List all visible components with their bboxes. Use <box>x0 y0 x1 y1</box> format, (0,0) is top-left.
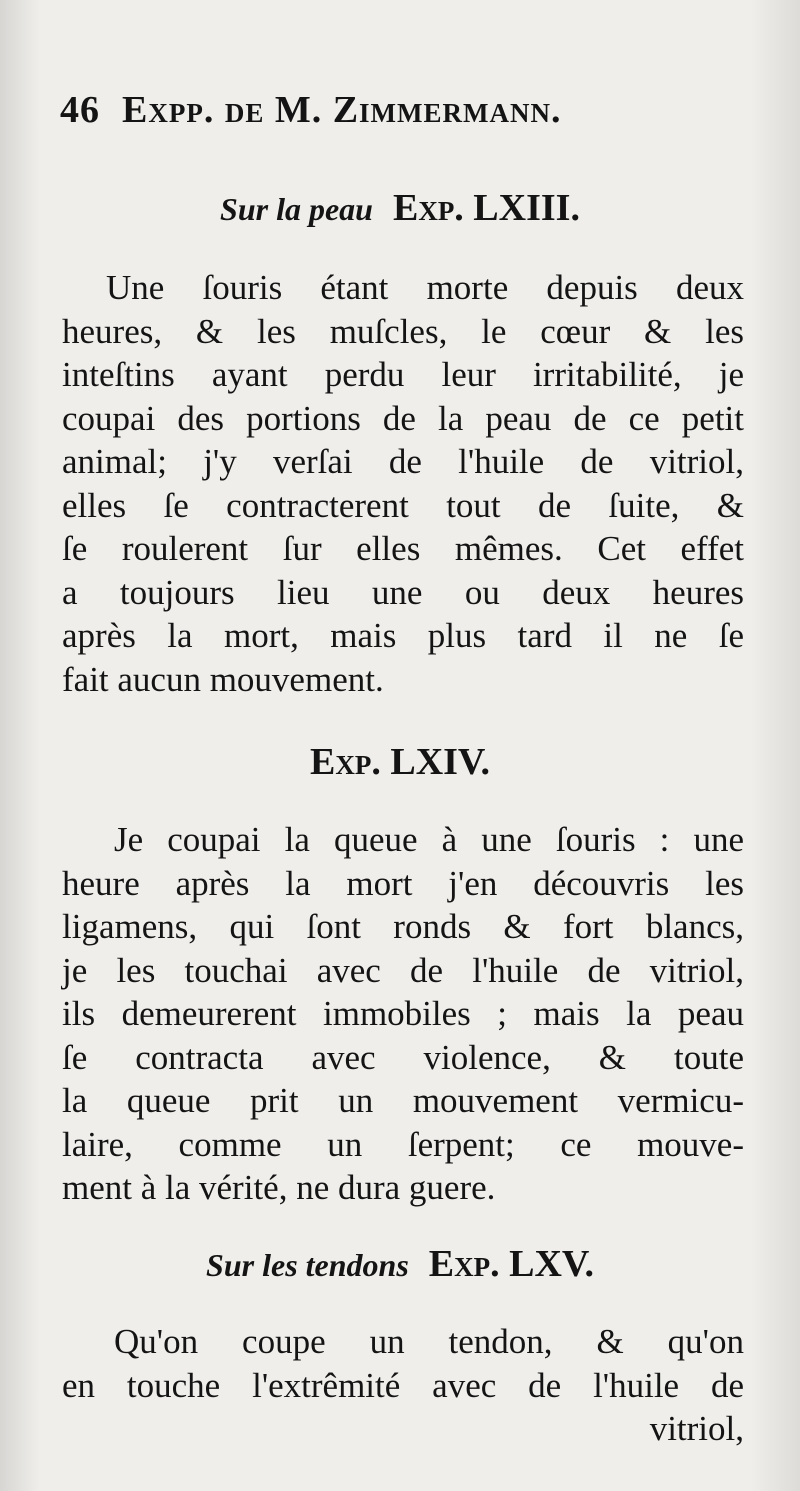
catchword: vitriol, <box>649 1409 744 1448</box>
text-line: ſe contracta avec violence, & toute <box>62 1037 744 1077</box>
text-line: Qu'on coupe un tendon, & qu'on <box>114 1322 744 1361</box>
text-line: animal; j'y verſai de l'huile de vitriol, <box>62 442 744 481</box>
text-line: inteſtins ayant perdu leur irritabilité, je <box>62 355 744 394</box>
text-line: heures, & les muſcles, le cœur & les <box>62 311 744 351</box>
experiment-number: Exp. LXV. <box>428 1243 594 1285</box>
text-line: a toujours lieu une ou deux heures <box>62 572 744 612</box>
text-line: en touche l'extrêmité avec de l'huile de <box>62 1365 744 1405</box>
text-line: Une ſouris étant morte depuis deux <box>106 268 744 307</box>
text-line: elles ſe contracterent tout de ſuite, & <box>62 485 744 525</box>
paragraph-lxv <box>62 1320 744 1451</box>
text-line: ils demeurerent immobiles ; mais la peau <box>62 994 744 1033</box>
page-number: 46 <box>60 89 100 131</box>
section-subject: Sur les tendons <box>206 1247 409 1283</box>
paragraph-lxiii <box>62 266 744 701</box>
text-line: Je coupai la queue à une ſouris : une <box>114 820 744 859</box>
section-subject: Sur la peau <box>220 191 373 227</box>
section-heading-lxiv <box>60 740 740 784</box>
running-title: Expp. de M. Zimmermann. <box>122 89 562 131</box>
experiment-number: Exp. LXIII. <box>392 187 580 229</box>
text-line: ſe roulerent ſur elles mêmes. Cet effet <box>62 529 744 568</box>
running-head <box>60 88 740 140</box>
text-line: après la mort, mais plus tard il ne ſe <box>62 616 744 655</box>
text-line: ment à la vérité, ne dura guere. <box>62 1168 496 1207</box>
paragraph-lxiv <box>62 818 744 1210</box>
section-heading-lxv <box>60 1242 740 1286</box>
text-line: heure après la mort j'en découvris les <box>62 863 744 903</box>
experiment-number: Exp. LXIV. <box>310 741 490 783</box>
text-line: fait aucun mouvement. <box>62 659 384 699</box>
text-line: ligamens, qui ſont ronds & fort blancs, <box>62 907 744 946</box>
text-line: laire, comme un ſerpent; ce mouve- <box>62 1124 744 1164</box>
text-line: la queue prit un mouvement vermicu- <box>62 1081 744 1120</box>
section-heading-lxiii <box>60 186 740 230</box>
text-line: je les touchai avec de l'huile de vitriol, <box>62 950 744 990</box>
text-line: coupai des portions de la peau de ce petit <box>62 398 744 438</box>
